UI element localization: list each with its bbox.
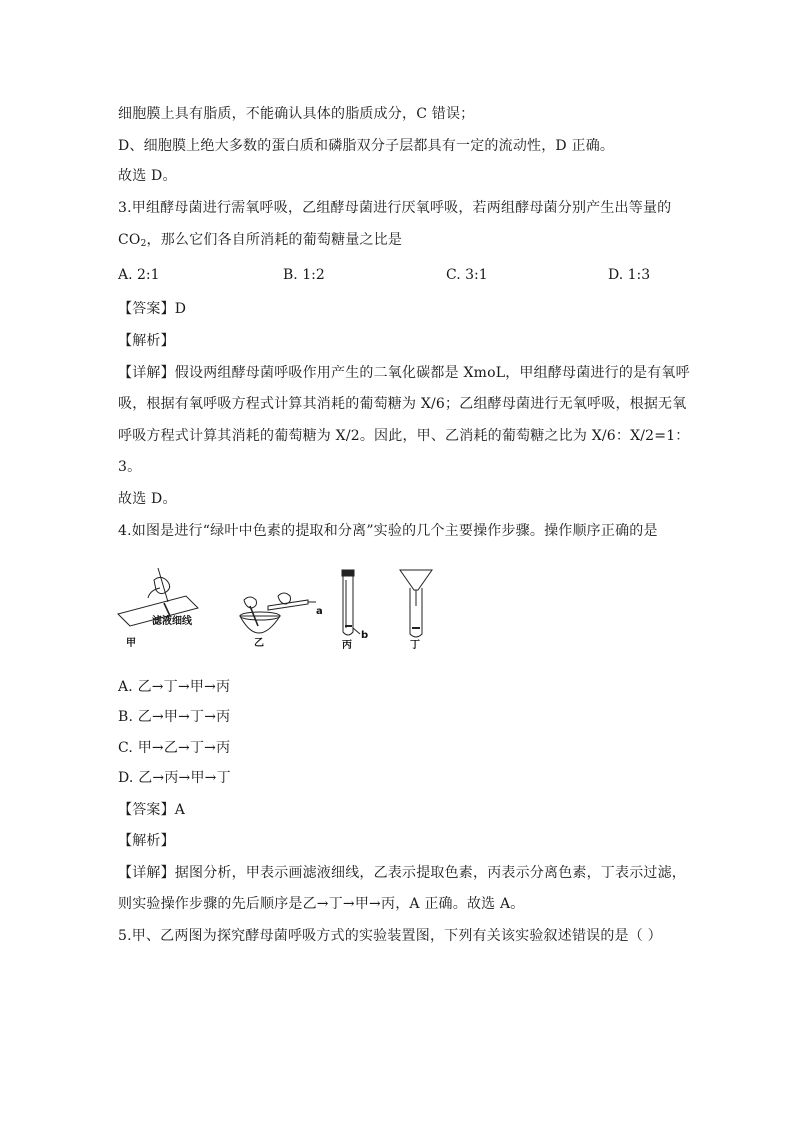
label-jia: 甲 (126, 638, 136, 649)
label-b: b (361, 630, 369, 641)
question-4-stem: 4.如图是进行“绿叶中色素的提取和分离”实验的几个主要操作步骤。操作顺序正确的是 (118, 523, 658, 539)
question-3-detail: 呼吸方程式计算其消耗的葡萄糖为 X/2。因此，甲、乙消耗的葡萄糖之比为 X/6：X/2=1： (118, 428, 690, 444)
question-3-option-d: D. 1:3 (608, 267, 651, 283)
question-3-option-c: C. 3:1 (446, 267, 488, 283)
question-3-detail: 【详解】假设两组酵母菌呼吸作用产生的二氧化碳都是 XmoL，甲组酵母菌进行的是有氧呼 (118, 365, 690, 381)
question-3-select: 故选 D。 (118, 491, 177, 507)
co2-formula: CO (118, 232, 141, 248)
label-ding: 丁 (410, 640, 420, 651)
question-4-analysis-heading: 【解析】 (118, 833, 175, 849)
question-3-stem-tail: ，那么它们各自所消耗的葡萄糖量之比是 (146, 232, 403, 248)
text-line: 故选 D。 (118, 168, 177, 184)
label-bing: 丙 (342, 640, 352, 651)
question-3-detail: 3。 (118, 459, 142, 475)
question-3-analysis-heading: 【解析】 (118, 333, 175, 349)
question-3-detail: 吸，根据有氧呼吸方程式计算其消耗的葡萄糖为 X/6；乙组酵母菌进行无氧呼吸，根据无氧 (118, 396, 687, 412)
question-4-option-b: B. 乙→甲→丁→丙 (118, 709, 231, 725)
question-3-option-a: A. 2:1 (118, 267, 160, 283)
question-3-stem: 3.甲组酵母菌进行需氧呼吸，乙组酵母菌进行厌氧呼吸，若两组酵母菌分别产生出等量的 (118, 200, 672, 216)
step-bing-tube (342, 570, 360, 635)
question-4-answer: 【答案】A (118, 802, 186, 818)
question-5-stem: 5.甲、乙两图为探究酵母菌呼吸方式的实验装置图，下列有关该实验叙述错误的是（ ） (118, 928, 662, 944)
step-yi-mortar (240, 593, 316, 633)
question-4-detail: 则实验操作步骤的先后顺序是乙→丁→甲→丙，A 正确。故选 A。 (118, 896, 525, 912)
text-line: D、细胞膜上绝大多数的蛋白质和磷脂双分子层都具有一定的流动性，D 正确。 (118, 138, 615, 154)
label-a: a (316, 606, 323, 617)
co2-subscript: 2 (140, 239, 147, 249)
experiment-figure (116, 566, 456, 656)
question-3-stem-continued (118, 230, 402, 254)
question-3-option-b: B. 1:2 (283, 267, 325, 283)
label-filter-line: 滤液细线 (152, 616, 192, 627)
question-4-option-d: D. 乙→丙→甲→丁 (118, 770, 231, 786)
question-4-option-c: C. 甲→乙→丁→丙 (118, 740, 231, 756)
text-line: 细胞膜上具有脂质，不能确认具体的脂质成分，C 错误； (118, 106, 475, 122)
experiment-steps-drawing (116, 566, 456, 656)
question-3-answer: 【答案】D (118, 301, 187, 317)
question-4-option-a: A. 乙→丁→甲→丙 (118, 679, 231, 695)
label-yi: 乙 (254, 638, 264, 649)
question-4-detail: 【详解】据图分析，甲表示画滤液细线，乙表示提取色素，丙表示分离色素，丁表示过滤， (118, 865, 686, 881)
step-ding-funnel (400, 570, 432, 637)
